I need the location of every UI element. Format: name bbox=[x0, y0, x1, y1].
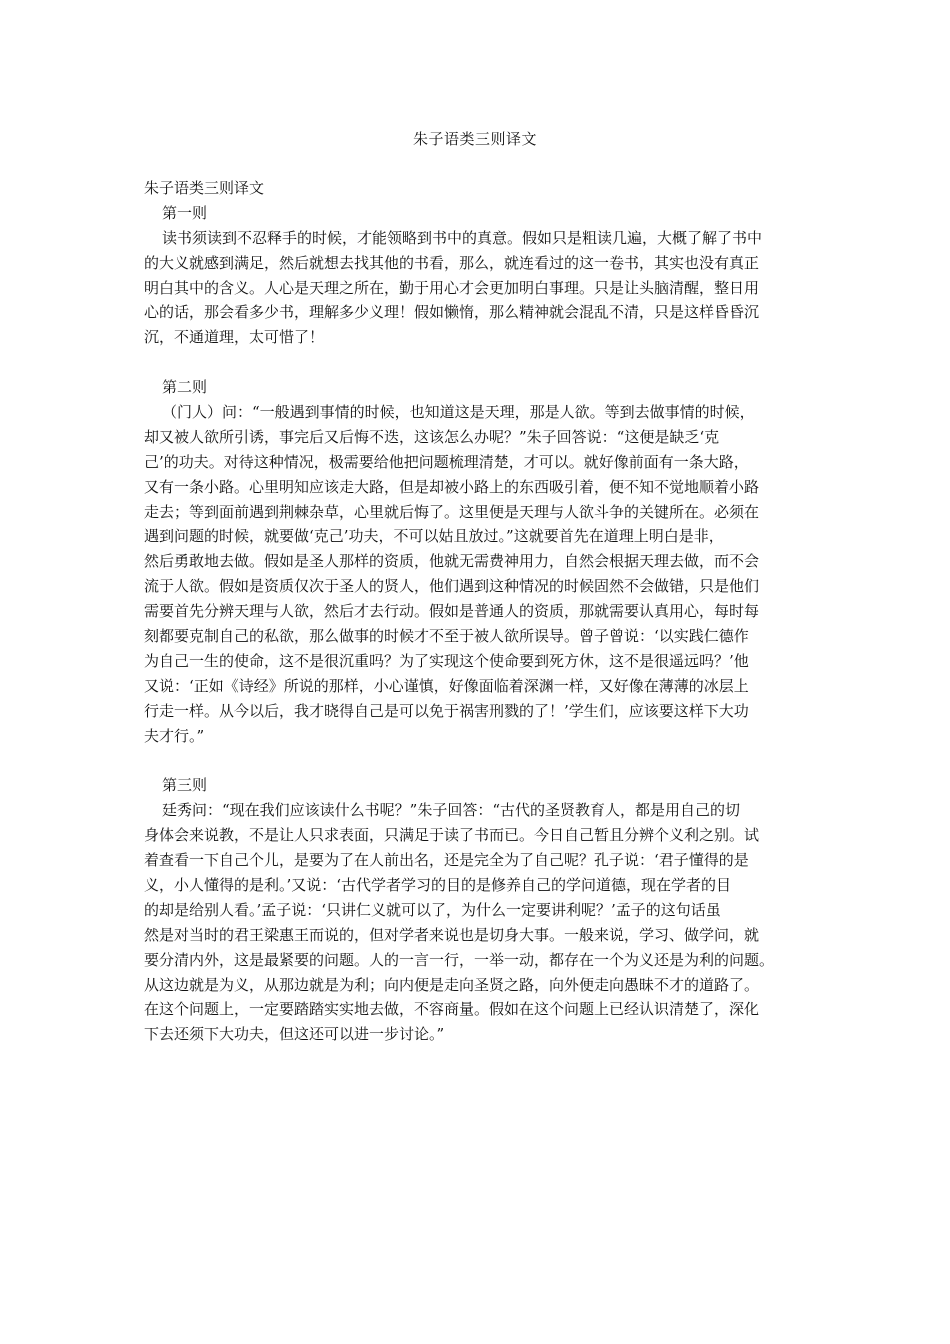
paragraph-line: 下去还须下大功夫，但这还可以进一步讨论。” bbox=[144, 1025, 445, 1044]
section-heading: 第二则 bbox=[162, 378, 208, 397]
blank-line bbox=[144, 748, 824, 773]
paragraph-line: 夫才行。” bbox=[144, 726, 205, 745]
paragraph-line: 从这边就是为义，从那边就是为利；向内便是走向圣贤之路，向外便走向愚昧不才的道路了。 bbox=[144, 975, 760, 994]
blank-line bbox=[144, 350, 824, 375]
section-3 bbox=[144, 773, 824, 1047]
paragraph-line: 己’的功夫。对待这种情况，极需要给他把问题梳理清楚，才可以。就好像前面有一条大路， bbox=[144, 452, 749, 471]
paragraph-line: 的大义就感到满足，然后就想去找其他的书看，那么，就连看过的这一卷书，其实也没有真正 bbox=[144, 253, 760, 272]
paragraph-line: 刻都要克制自己的私欲，那么做事的时候才不至于被人欲所误导。曾子曾说：‘以实践仁德作 bbox=[144, 627, 749, 646]
paragraph-line: （门人）问：“一般遇到事情的时候，也知道这是天理，那是人欲。等到去做事情的时候， bbox=[162, 403, 755, 422]
paragraph-line: 廷秀问：“现在我们应该读什么书呢？”朱子回答：“古代的圣贤教育人，都是用自己的切 bbox=[162, 801, 741, 820]
document-title: 朱子语类三则译文 bbox=[412, 130, 537, 148]
section-heading: 第三则 bbox=[162, 776, 208, 795]
paragraph-line: 流于人欲。假如是资质仅次于圣人的贤人，他们遇到这种情况的时候固然不会做错，只是他们 bbox=[144, 577, 760, 596]
paragraph-line: 走去；等到面前遇到荆棘杂草，心里就后悔了。这里便是天理与人欲斗争的关键所在。必须在 bbox=[144, 502, 760, 521]
paragraph-line: 然后勇敢地去做。假如是圣人那样的资质，他就无需费神用力，自然会根据天理去做，而不会 bbox=[144, 552, 760, 571]
document-subtitle: 朱子语类三则译文 bbox=[144, 179, 265, 197]
paragraph-line: 却又被人欲所引诱，事完后又后悔不迭，这该怎么办呢？”朱子回答说：“这便是缺乏‘克 bbox=[144, 427, 720, 446]
paragraph-line: 为自己一生的使命，这不是很沉重吗？为了实现这个使命要到死方休，这不是很遥远吗？’他 bbox=[144, 651, 749, 670]
section-2 bbox=[144, 375, 824, 748]
paragraph-line: 然是对当时的君王梁惠王而说的，但对学者来说也是切身大事。一般来说，学习、做学问，就 bbox=[144, 925, 760, 944]
paragraph-line: 身体会来说教，不是让人只求表面，只满足于读了书而已。今日自己暂且分辨个义利之别。试 bbox=[144, 826, 760, 845]
paragraph-line: 需要首先分辨天理与人欲，然后才去行动。假如是普通人的资质，那就需要认真用心，每时每 bbox=[144, 602, 760, 621]
paragraph-line: 在这个问题上，一定要踏踏实实地去做，不容商量。假如在这个问题上已经认识清楚了，深化 bbox=[144, 1000, 760, 1019]
paragraph-line: 又说：‘正如《诗经》所说的那样，小心谨慎，好像面临着深渊一样，又好像在薄薄的冰层上 bbox=[144, 676, 749, 695]
document-body bbox=[144, 176, 824, 1047]
paragraph-line: 行走一样。从今以后，我才晓得自己是可以免于祸害刑戮的了！’学生们，应该要这样下大功 bbox=[144, 701, 749, 720]
paragraph-line: 着查看一下自己个儿，是要为了在人前出名，还是完全为了自己呢？孔子说：‘君子懂得的是 bbox=[144, 851, 749, 870]
paragraph-line: 读书须读到不忍释手的时候，才能领略到书中的真意。假如只是粗读几遍，大概了解了书中 bbox=[162, 228, 763, 247]
paragraph-line: 义，小人懂得的是利。’又说：‘古代学者学习的目的是修养自己的学问道德，现在学者的目 bbox=[144, 875, 732, 894]
paragraph-line: 又有一条小路。心里明知应该走大路，但是却被小路上的东西吸引着，便不知不觉地顺着小路 bbox=[144, 477, 760, 496]
paragraph-line: 的却是给别人看。’孟子说：‘只讲仁义就可以了，为什么一定要讲利呢？’孟子的这句话虽 bbox=[144, 900, 721, 919]
paragraph-line: 遇到问题的时候，就要做‘克己’功夫，不可以姑且放过。”这就要首先在道理上明白是非， bbox=[144, 527, 724, 546]
paragraph-line: 要分清内外，这是最紧要的问题。人的一言一行，一举一动，都存在一个为义还是为利的问题。 bbox=[144, 950, 775, 969]
section-heading: 第一则 bbox=[162, 203, 208, 222]
paragraph-line: 沉，不通道理，太可惜了！ bbox=[144, 328, 325, 347]
paragraph-line: 心的话，那会看多少书，理解多少义理！假如懒惰，那么精神就会混乱不清，只是这样昏昏沉 bbox=[144, 303, 760, 322]
section-1 bbox=[144, 201, 824, 350]
paragraph-line: 明白其中的含义。人心是天理之所在，勤于用心才会更加明白事理。只是让头脑清醒，整日用 bbox=[144, 278, 760, 297]
